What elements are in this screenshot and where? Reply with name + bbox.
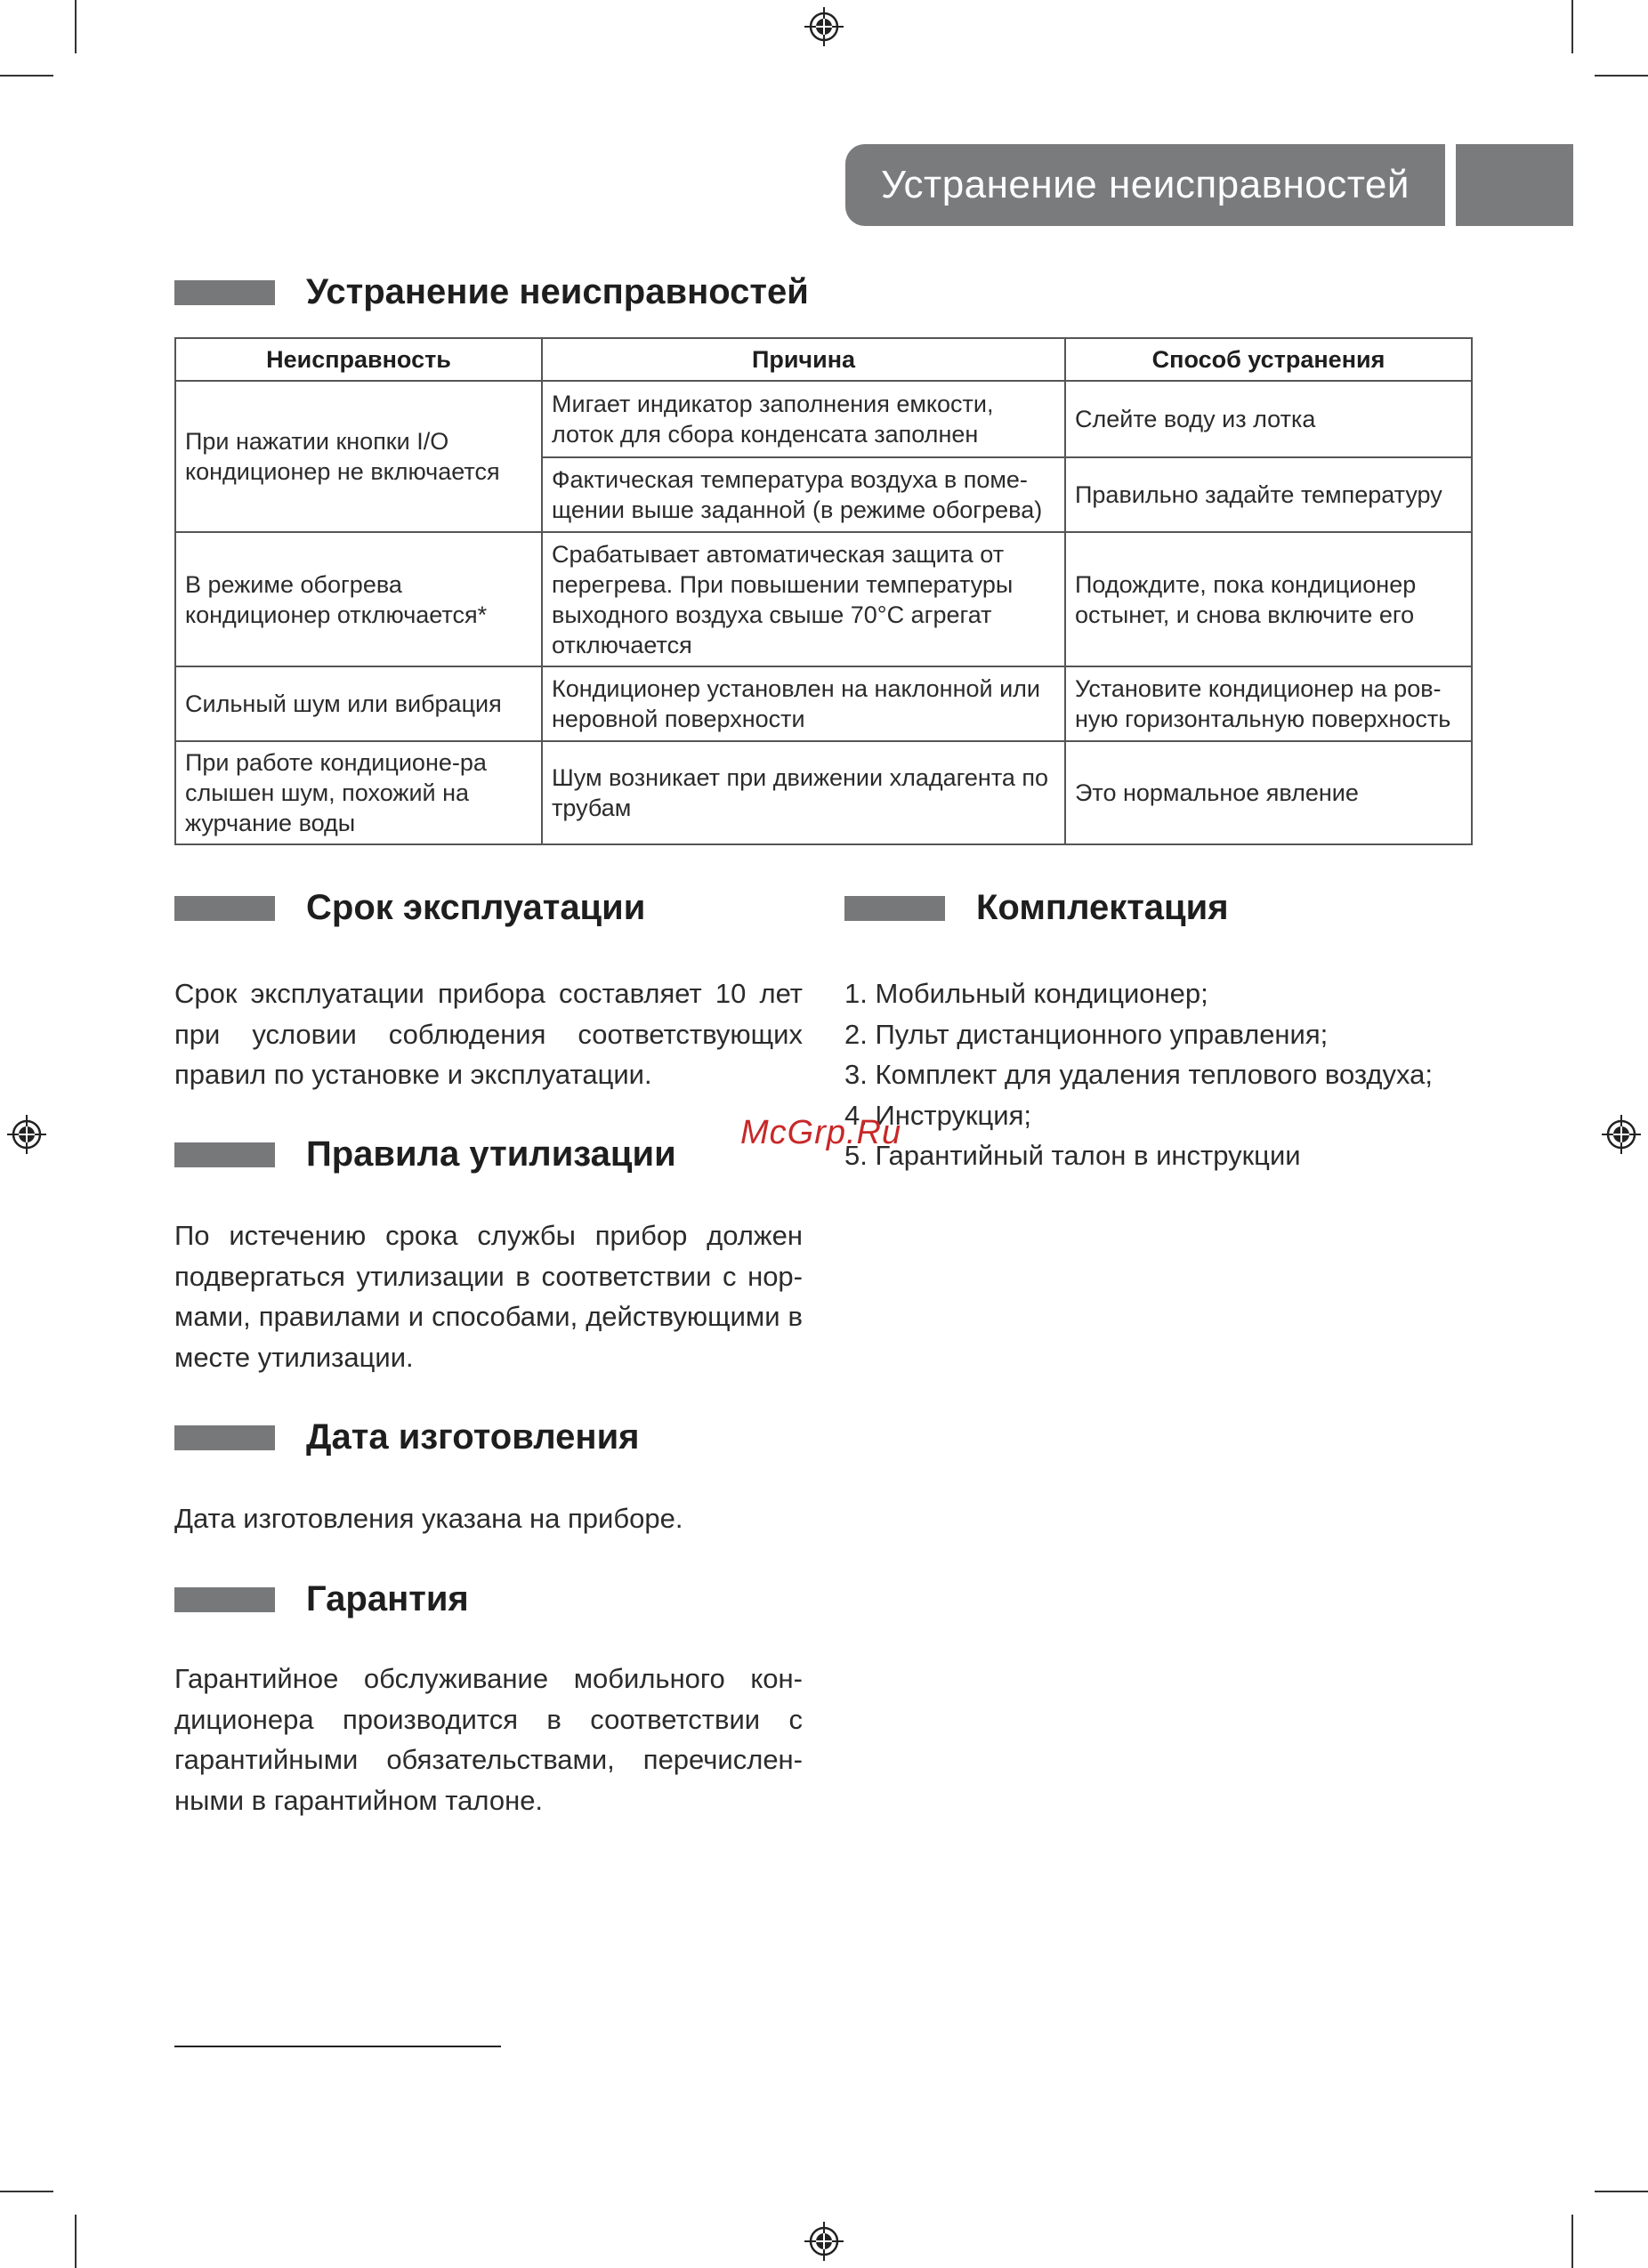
column-header-cause: Причина bbox=[542, 338, 1065, 381]
registration-mark-icon bbox=[7, 1115, 46, 1154]
section-marker bbox=[174, 896, 275, 921]
remedy-cell: Слейте воду из лотка bbox=[1065, 381, 1472, 457]
remedy-cell: Подождите, пока кондиционер остынет, и снова включите его bbox=[1065, 532, 1472, 666]
watermark-link[interactable]: McGrp.Ru bbox=[740, 1114, 902, 1151]
section-marker bbox=[174, 1425, 275, 1450]
crop-mark bbox=[0, 2191, 53, 2192]
package-title: Комплектация bbox=[976, 888, 1229, 927]
warranty-text: Гарантийное обслуживание мобильного кон-диционера производится в соответствии с гарантийными обязательствами, перечислен-ными в гарантийном талоне. bbox=[174, 1663, 803, 1816]
list-item: 4. Инструкция; bbox=[844, 1099, 1031, 1131]
package-list bbox=[844, 973, 1467, 1176]
registration-mark-icon bbox=[804, 7, 844, 46]
crop-mark bbox=[1595, 75, 1648, 77]
crop-mark bbox=[75, 2215, 77, 2268]
crop-mark bbox=[0, 75, 53, 77]
manufacture-date-title: Дата изготовления bbox=[306, 1417, 640, 1457]
remedy-cell: Правильно задайте температуру bbox=[1065, 457, 1472, 532]
problem-cell: В режиме обогрева кондиционер отключается* bbox=[175, 532, 542, 666]
service-life-text: Срок эксплуатации прибора составляет 10 лет при условии соблюдения соответствующих правил по установке и эксплуатации. bbox=[174, 978, 803, 1090]
cause-cell: Кондиционер установлен на наклонной или неровной поверхности bbox=[542, 666, 1065, 741]
column-header-remedy: Способ устранения bbox=[1065, 338, 1472, 381]
problem-cell: Сильный шум или вибрация bbox=[175, 666, 542, 741]
troubleshooting-title: Устранение неисправностей bbox=[306, 272, 809, 311]
list-item: 3. Комплект для удаления теплового воздуха; bbox=[844, 1059, 1433, 1090]
problem-cell: При работе кондиционе-ра слышен шум, похожий на журчание воды bbox=[175, 741, 542, 844]
list-item: 5. Гарантийный талон в инструкции bbox=[844, 1140, 1301, 1171]
header-tab-title: Устранение неисправностей bbox=[845, 144, 1445, 226]
list-item: 1. Мобильный кондиционер; bbox=[844, 978, 1208, 1009]
footnote-divider bbox=[174, 2046, 501, 2047]
cause-cell: Шум возникает при движении хладагента по трубам bbox=[542, 741, 1065, 844]
list-item: 2. Пульт дистанционного управления; bbox=[844, 1018, 1329, 1050]
table-row bbox=[175, 381, 1472, 457]
table-row bbox=[175, 741, 1472, 844]
cause-cell: Мигает индикатор заполнения емкости, лоток для сбора конденсата заполнен bbox=[542, 381, 1065, 457]
cause-cell: Фактическая температура воздуха в поме-щении выше заданной (в режиме обогрева) bbox=[542, 457, 1065, 532]
section-marker bbox=[174, 1587, 275, 1612]
crop-mark bbox=[1571, 2215, 1573, 2268]
crop-mark bbox=[75, 0, 77, 53]
manufacture-date-text: Дата изготовления указана на приборе. bbox=[174, 1503, 683, 1534]
registration-mark-icon bbox=[1602, 1115, 1641, 1154]
section-marker bbox=[174, 280, 275, 305]
troubleshooting-table bbox=[174, 337, 1473, 845]
section-marker bbox=[844, 896, 945, 921]
cause-cell: Срабатывает автоматическая защита от перегрева. При повышении температуры выходного воздуха свыше 70°С агрегат отключается bbox=[542, 532, 1065, 666]
crop-mark bbox=[1595, 2191, 1648, 2192]
table-header-row bbox=[175, 338, 1472, 381]
disposal-text: По истечению срока службы прибор должен подвергаться утилизации в соответствии с нор-мами, правилами и способами, действующими в месте утилизации. bbox=[174, 1220, 803, 1373]
header-page-box bbox=[1456, 144, 1573, 226]
remedy-cell: Это нормальное явление bbox=[1065, 741, 1472, 844]
problem-cell: При нажатии кнопки I/O кондиционер не включается bbox=[175, 381, 542, 532]
table-row bbox=[175, 666, 1472, 741]
table-row bbox=[175, 532, 1472, 666]
service-life-title: Срок эксплуатации bbox=[306, 888, 646, 927]
crop-mark bbox=[1571, 0, 1573, 53]
disposal-title: Правила утилизации bbox=[306, 1134, 676, 1174]
column-header-problem: Неисправность bbox=[175, 338, 542, 381]
warranty-title: Гарантия bbox=[306, 1579, 469, 1618]
section-marker bbox=[174, 1142, 275, 1167]
remedy-cell: Установите кондиционер на ров-ную горизонтальную поверхность bbox=[1065, 666, 1472, 741]
registration-mark-icon bbox=[804, 2222, 844, 2261]
